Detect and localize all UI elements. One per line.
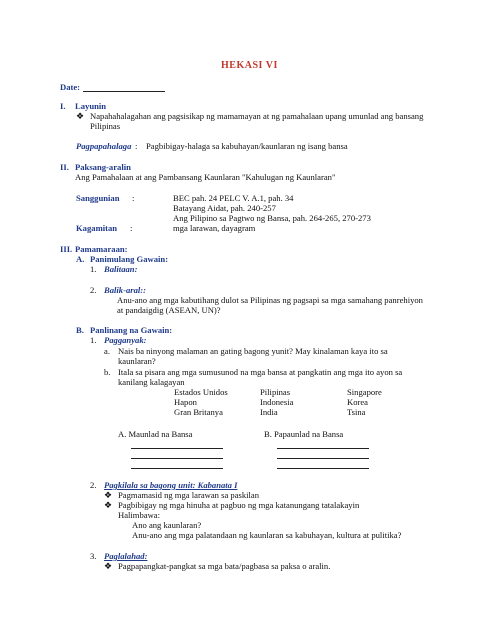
question-a-line-1: Nais ba ninyong malaman an gating bagong yunit? May kinalaman kaya ito sa [118, 346, 388, 356]
step-a1-number: 1. [90, 264, 97, 274]
part-b-heading: Panlinang na Gawain: [90, 325, 173, 335]
answer-blank-line [131, 458, 223, 459]
question-b-line-1: Itala sa pisara ang mga sumusunod na mga bansa at pangkatin ang mga ito ayon sa [118, 367, 403, 377]
step-b2-number: 2. [90, 480, 97, 490]
step-b1-number: 1. [90, 335, 97, 345]
document-title: HEKASI VI [221, 60, 278, 71]
step-a2-label: Balik-aral:: [104, 285, 147, 295]
step-b3-label: Paglalahad: [104, 551, 148, 561]
question-b-line-2: kanilang kalagayan [118, 377, 185, 387]
developing-column-label: B. Papaunlad na Bansa [264, 429, 344, 439]
step-b2-bullet-1: Pagmamasid ng mga larawan sa paskilan [118, 490, 260, 500]
materials-label: Kagamitan [76, 223, 118, 233]
section-1-numeral: I. [60, 101, 66, 111]
reference-1: BEC pah. 24 PELC V. A.1, pah. 34 [173, 193, 294, 203]
bullet-icon: ❖ [104, 490, 113, 500]
answer-blank-line [131, 468, 223, 469]
section-2-heading: Paksang-aralin [75, 162, 131, 172]
developed-column-label: A. Maunlad na Bansa [118, 429, 193, 439]
step-b2-bullet-2: Pagbibigay ng mga hinuha at pagbuo ng mga katanungang tatalakayin [118, 500, 360, 510]
step-b2-label: Pagkilala sa bagong unit: Kabanata I [104, 480, 238, 490]
example-label: Halimbawa: [118, 510, 160, 520]
objective-text-line-1: Napahahalagahan ang pagsisikap ng mamamayan at ng pamahalaan upang umunlad ang bansang [90, 111, 424, 121]
materials-colon: : [130, 223, 133, 233]
example-question-1: Ano ang kaunlaran? [132, 520, 202, 530]
section-2-numeral: II. [60, 162, 69, 172]
valuing-label: Pagpapahalaga [76, 141, 132, 151]
materials-text: mga larawan, dayagram [173, 223, 256, 233]
bullet-icon: ❖ [76, 111, 85, 121]
country-cell: Tsina [347, 407, 366, 417]
part-a-letter: A. [76, 254, 85, 264]
question-b-letter: b. [104, 367, 111, 377]
references-colon: : [132, 193, 135, 203]
part-a-heading: Panimulang Gawain: [90, 254, 169, 264]
part-b-letter: B. [76, 325, 84, 335]
date-label: Date: [60, 82, 81, 92]
section-3-heading: Pamamaraan: [75, 244, 128, 254]
question-a-line-2: kaunlaran? [118, 356, 156, 366]
bullet-icon: ❖ [104, 500, 113, 510]
topic-text: Ang Pamahalaan at ang Pambansang Kaunlaran "Kahulugan ng Kaunlaran" [75, 172, 336, 182]
country-cell: Korea [347, 397, 368, 407]
answer-blank-line [277, 458, 369, 459]
valuing-colon: : [135, 141, 138, 151]
objective-text-line-2: Pilipinas [90, 121, 121, 131]
review-question-line-2: at pandaigdig (ASEAN, UN)? [117, 305, 221, 315]
country-cell: Singapore [347, 387, 382, 397]
country-cell: Indonesia [260, 397, 294, 407]
country-cell: India [260, 407, 278, 417]
step-b3-number: 3. [90, 551, 97, 561]
step-a2-number: 2. [90, 285, 97, 295]
valuing-text: Pagbibigay-halaga sa kabuhayan/kaunlaran ng isang bansa [146, 141, 348, 151]
country-cell: Estados Unidos [174, 387, 228, 397]
country-cell: Hapon [174, 397, 197, 407]
step-b1-label: Pagganyak: [104, 335, 147, 345]
country-cell: Gran Britanya [174, 407, 223, 417]
step-b3-bullet: Pagpapangkat-pangkat sa mga bata/pagbasa sa paksa o aralin. [118, 561, 331, 571]
review-question-line-1: Anu-ano ang mga kabutihang dulot sa Pilipinas ng pagsapi sa mga samahang panrehiyon [117, 295, 423, 305]
section-1-heading: Layunin [75, 101, 107, 111]
answer-blank-line [131, 448, 223, 449]
step-a1-label: Balitaan: [104, 264, 138, 274]
section-3-numeral: III. [60, 244, 73, 254]
country-cell: Pilipinas [260, 387, 291, 397]
answer-blank-line [277, 448, 369, 449]
references-label: Sanggunian [76, 193, 120, 203]
reference-2: Batayang Aidat, pah. 240-257 [173, 203, 276, 213]
reference-3: Ang Pilipino sa Pagtwo ng Bansa, pah. 264-265, 270-273 [173, 213, 371, 223]
example-question-2: Anu-ano ang mga palatandaan ng kaunlaran sa kabuhayan, kultura at pulitika? [132, 530, 402, 540]
date-blank-line [83, 91, 165, 92]
answer-blank-line [277, 468, 369, 469]
bullet-icon: ❖ [104, 561, 113, 571]
question-a-letter: a. [104, 346, 110, 356]
